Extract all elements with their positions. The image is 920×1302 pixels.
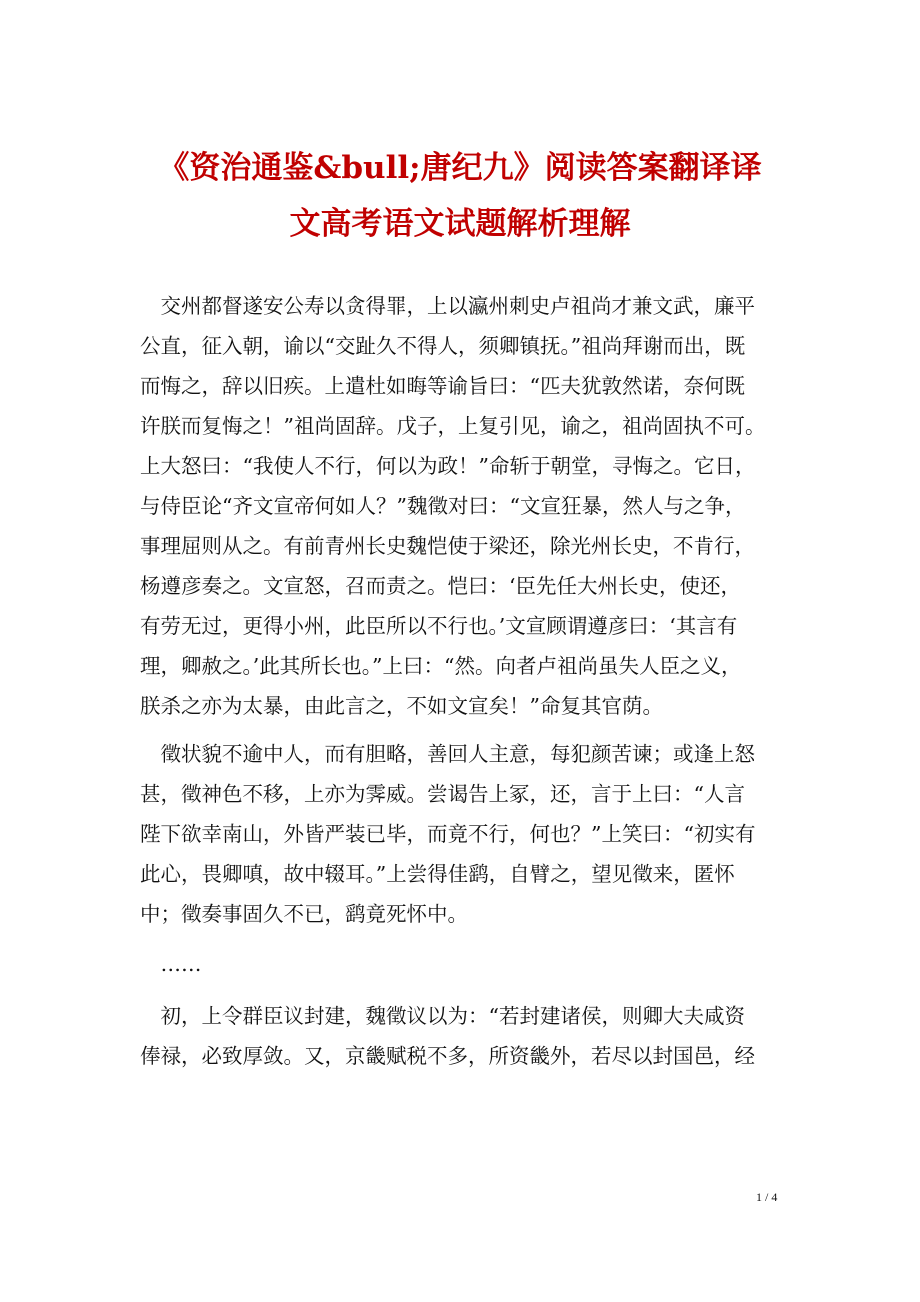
body-line: 徵状貌不逾中人，而有胆略，善回人主意，每犯颜苦谏；或逢上怒 — [140, 742, 755, 766]
body-line: 中；徵奏事固久不已，鹞竟死怀中。 — [140, 902, 468, 926]
ellipsis-line: …… — [140, 952, 202, 976]
body-line: 甚，徵神色不移，上亦为霁威。尝谒告上冢，还，言于上曰：“人言 — [140, 782, 745, 806]
body-line: 与侍臣论“齐文宣帝何如人？”魏徵对曰：“文宣狂暴，然人与之争， — [140, 494, 746, 518]
body-line: 杨遵彦奏之。文宣怒，召而责之。恺曰：‘臣先任大州长史，使还， — [140, 574, 742, 598]
body-line: 许朕而复悔之！”祖尚固辞。戊子，上复引见，谕之，祖尚固执不可。 — [140, 414, 766, 438]
body-line: 初，上令群臣议封建，魏徵议以为：“若封建诸侯，则卿大夫咸资 — [140, 1004, 745, 1028]
body-line: 朕杀之亦为太暴，由此言之，不如文宣矣！”命复其官荫。 — [140, 694, 663, 718]
body-line: 陛下欲幸南山，外皆严装已毕，而竟不行，何也？”上笑曰：“初实有 — [140, 822, 756, 846]
body-line: 有劳无过，更得小州，此臣所以不行也。’文宣顾谓遵彦曰：‘其言有 — [140, 614, 738, 638]
body-line: 上大怒曰：“我使人不行，何以为政！”命斩于朝堂，寻悔之。它日， — [140, 454, 756, 478]
title-line-2: 文高考语文试题解析理解 — [289, 206, 631, 242]
body-line: 俸禄，必致厚敛。又，京畿赋税不多，所资畿外，若尽以封国邑，经 — [140, 1044, 755, 1068]
title-line-1: 《资治通鉴&bull;唐纪九》阅读答案翻译译 — [158, 150, 762, 186]
body-line: 事理屈则从之。有前青州长史魏恺使于梁还，除光州长史，不肯行， — [140, 534, 755, 558]
body-line: 而悔之，辞以旧疾。上遣杜如晦等谕旨曰：“匹夫犹敦然诺，奈何既 — [140, 374, 745, 398]
page-number: 1 / 4 — [756, 1190, 778, 1204]
body-line: 公直，征入朝，谕以“交趾久不得人，须卿镇抚。”祖尚拜谢而出，既 — [140, 334, 746, 358]
body-line: 交州都督遂安公寿以贪得罪，上以瀛州刺史卢祖尚才兼文武，廉平 — [140, 294, 755, 318]
document-title — [100, 140, 820, 252]
body-line: 此心，畏卿嗔，故中辍耳。”上尝得佳鹞，自臂之，望见徵来，匿怀 — [140, 862, 735, 886]
body-line: 理，卿赦之。’此其所长也。”上曰：“然。向者卢祖尚虽失人臣之义， — [140, 654, 742, 678]
